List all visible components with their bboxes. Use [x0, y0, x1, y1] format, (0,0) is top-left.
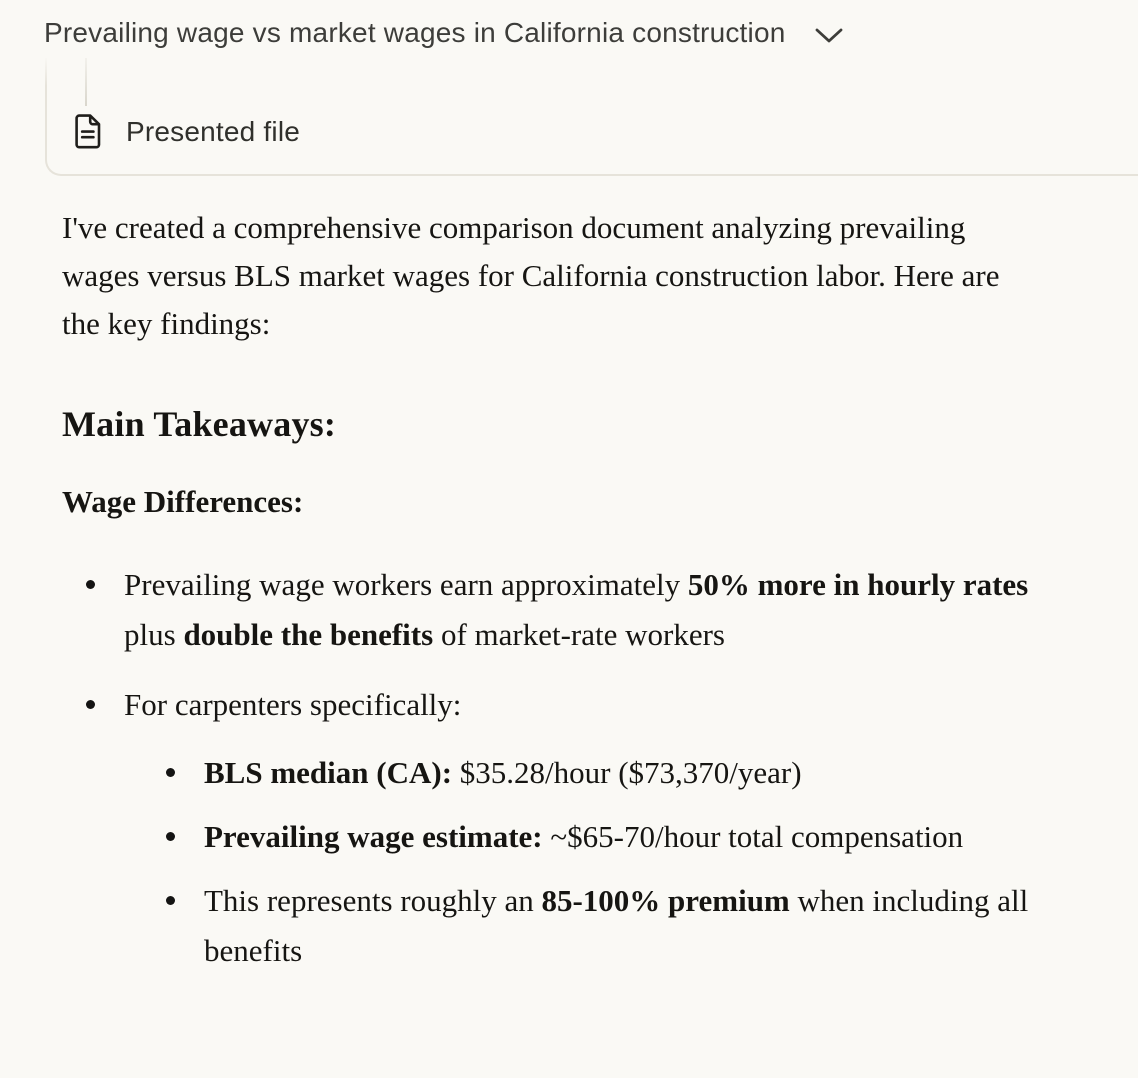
takeaways-list	[62, 560, 1038, 976]
list-item-text: Prevailing wage estimate: ~$65-70/hour total compensation	[204, 819, 964, 854]
assistant-message	[0, 204, 1100, 976]
subheading-wage-differences: Wage Differences:	[62, 484, 304, 519]
list-item-text: Prevailing wage workers earn approximately 50% more in hourly rates plus double the benefits of market-rate workers	[124, 567, 1029, 652]
list-item-text: This represents roughly an 85-100% premium when including all benefits	[204, 883, 1029, 968]
conversation-header	[0, 0, 1138, 52]
presented-file-row[interactable]	[74, 114, 300, 149]
document-icon	[74, 114, 102, 149]
conversation-menu-button[interactable]	[814, 23, 844, 44]
list-item-premium	[142, 876, 1038, 976]
presented-file-card	[45, 58, 1138, 176]
list-item-prevailing-estimate	[142, 812, 1038, 862]
card-border-fade	[45, 56, 47, 86]
carpenters-sublist	[142, 748, 1038, 976]
list-item-wage-premium	[62, 560, 1038, 660]
list-item-text: BLS median (CA): $35.28/hour ($73,370/year)	[204, 755, 802, 790]
list-item-text: For carpenters specifically:	[124, 687, 462, 722]
step-connector-line	[85, 58, 87, 106]
list-item-carpenters	[62, 680, 1038, 976]
conversation-title[interactable]: Prevailing wage vs market wages in California construction	[44, 17, 786, 48]
list-item-bls-median	[142, 748, 1038, 798]
file-card-label: Presented file	[126, 115, 301, 147]
chevron-down-icon	[814, 27, 844, 44]
heading-main-takeaways: Main Takeaways:	[62, 404, 337, 444]
intro-paragraph: I've created a comprehensive comparison document analyzing prevailing wages versus BLS market wages for California construction labor. Here are the key findings:	[62, 210, 1000, 341]
